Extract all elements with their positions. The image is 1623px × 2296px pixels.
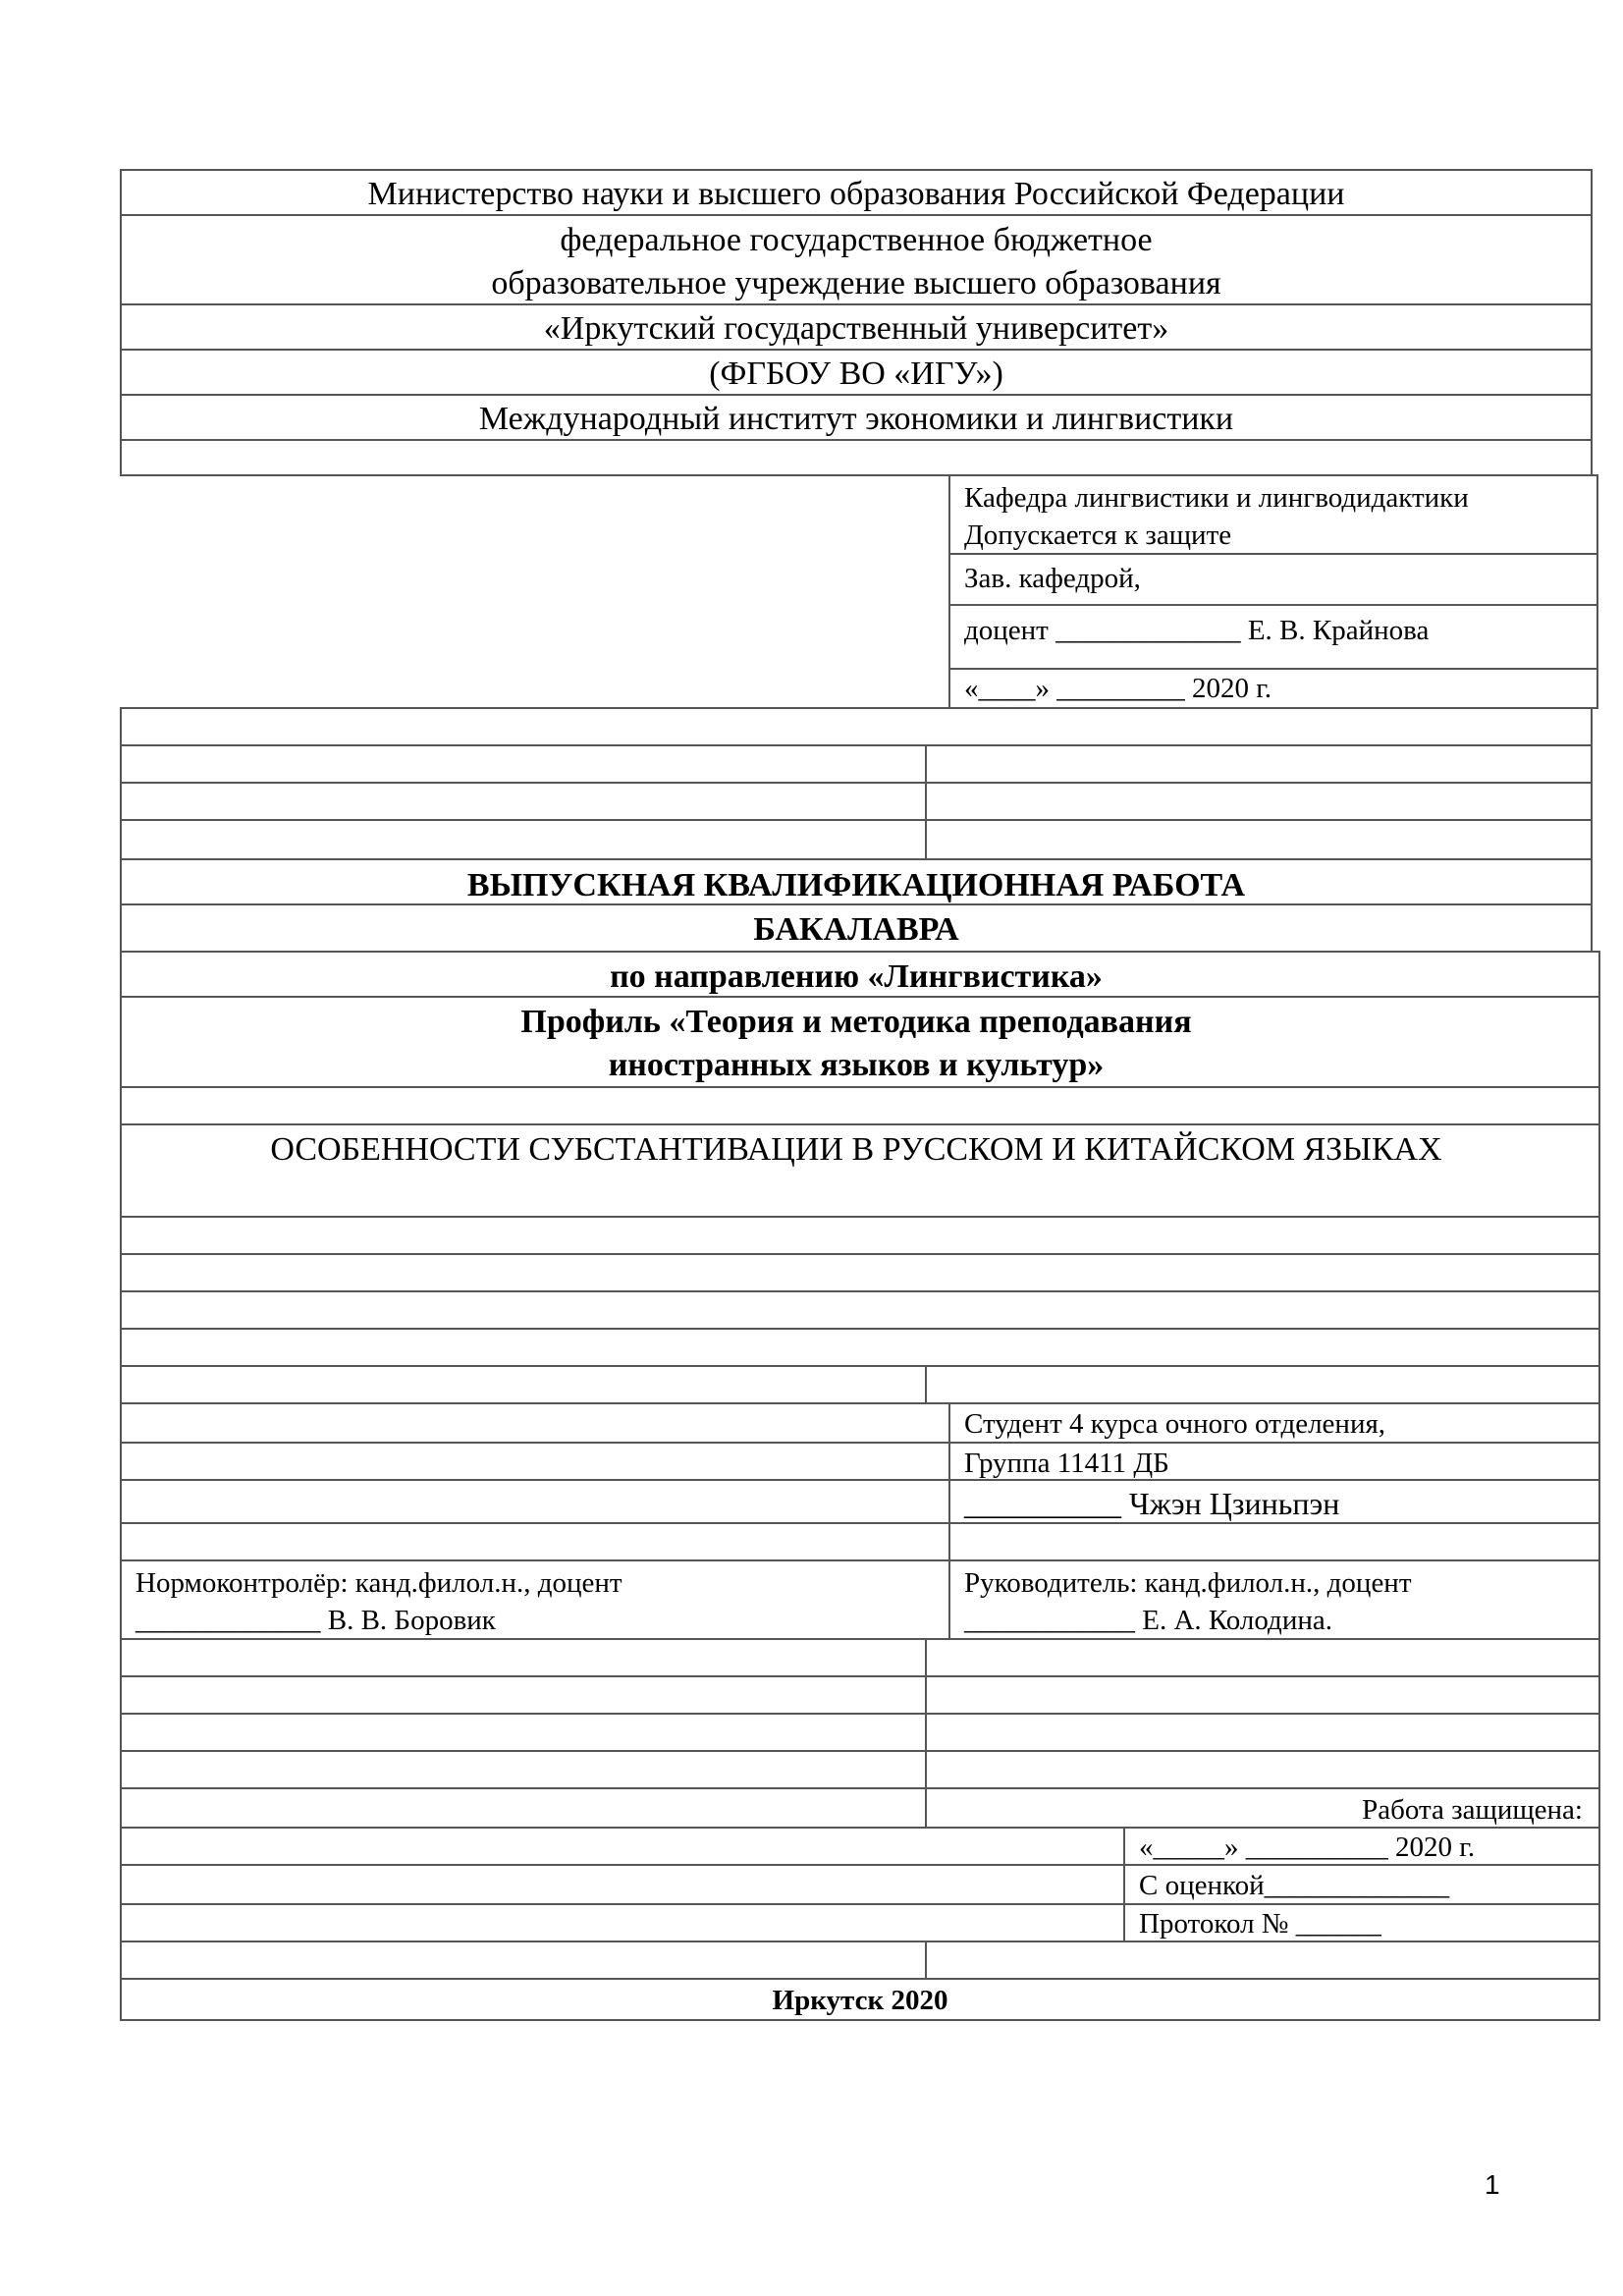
spacer-row-2: [120, 744, 1593, 784]
approval-row-department: [948, 474, 1598, 555]
supervisor-title: Руководитель: канд.филол.н., доцент: [964, 1567, 1412, 1599]
abbreviation-text: (ФГБОУ ВО «ИГУ»): [709, 355, 1003, 392]
defense-row-date: [120, 1827, 1600, 1866]
approval-row-date: [948, 668, 1598, 709]
approval-row-signature: [948, 604, 1598, 670]
defense-date-text: «_____» __________ 2020 г.: [1139, 1831, 1476, 1863]
spacer-row-5: [120, 1216, 1600, 1255]
defense-title-text: Работа защищена:: [1362, 1794, 1583, 1826]
institute-text: Международный институт экономики и лингвистики: [478, 401, 1234, 437]
university-text: «Иркутский государственный университет»: [543, 310, 1169, 347]
topic-text: ОСОБЕННОСТИ СУБСТАНТИВАЦИИ В РУССКОМ И КИТАЙСКОМ ЯЗЫКАХ: [270, 1131, 1442, 1168]
defense-row-protocol: [120, 1903, 1600, 1942]
city-year-row: [120, 1978, 1600, 2021]
student-row-signature: [120, 1479, 1600, 1524]
header-row-institute: [120, 394, 1593, 441]
page-number: 1: [1485, 2169, 1500, 2200]
profile-line2: иностранных языков и культур»: [608, 1047, 1105, 1083]
column-divider: [925, 1367, 927, 1402]
work-type-line2: БАКАЛАВРА: [753, 911, 959, 948]
column-divider: [925, 784, 927, 819]
defense-grade-text: С оценкой_____________: [1139, 1870, 1450, 1901]
column-divider: [925, 1677, 927, 1713]
defense-protocol-text: Протокол № ______: [1139, 1908, 1381, 1940]
admitted-text: Допускается к защите: [964, 519, 1232, 551]
spacer-row-15: [120, 1941, 1600, 1980]
work-type-row-1: [120, 858, 1593, 905]
profile-line1: Профиль «Теория и методика преподавания: [520, 1004, 1192, 1040]
column-divider: [925, 1752, 927, 1787]
student-row-group: [120, 1442, 1600, 1481]
spacer-row-7: [120, 1290, 1600, 1330]
institution-line1: федеральное государственное бюджетное: [560, 222, 1153, 258]
column-divider: [948, 1561, 950, 1638]
norm-control-title: Нормоконтролёр: канд.филол.н., доцент: [135, 1567, 622, 1599]
column-divider: [1123, 1905, 1125, 1941]
supervisor-signature: ____________ Е. А. Колодина.: [964, 1605, 1332, 1636]
spacer-row-9: [120, 1365, 1600, 1404]
work-type-line1: ВЫПУСКНАЯ КВАЛИФИКАЦИОННАЯ РАБОТА: [466, 867, 1246, 903]
header-row-ministry: [120, 169, 1593, 216]
topic-row: [120, 1123, 1600, 1218]
header-row-empty: [120, 439, 1593, 476]
approval-row-head: [948, 553, 1598, 606]
student-row-course: [120, 1402, 1600, 1444]
column-divider: [925, 1789, 927, 1827]
spacer-row-13: [120, 1713, 1600, 1752]
work-type-row-2: [120, 903, 1593, 953]
header-row-abbreviation: [120, 349, 1593, 396]
direction-text: по направлению «Лингвистика»: [610, 958, 1103, 995]
spacer-row-14: [120, 1750, 1600, 1789]
norm-control-signature: _____________ В. В. Боровик: [135, 1605, 496, 1636]
column-divider: [925, 1715, 927, 1750]
city-year-text: Иркутск 2020: [772, 1985, 948, 2016]
column-divider: [1123, 1829, 1125, 1864]
head-title-text: Зав. кафедрой,: [964, 563, 1141, 594]
student-signature-text: __________ Чжэн Цзиньпэн: [964, 1486, 1340, 1521]
column-divider: [948, 1404, 950, 1442]
spacer-row-11: [120, 1638, 1600, 1677]
spacer-row-3: [120, 782, 1593, 821]
profile-row: [120, 996, 1600, 1088]
defense-row-grade: [120, 1864, 1600, 1905]
column-divider: [1123, 1866, 1125, 1903]
spacer-row-12: [120, 1675, 1600, 1715]
column-divider: [948, 1524, 950, 1559]
column-divider: [925, 1942, 927, 1978]
approval-date-text: «____» _________ 2020 г.: [964, 673, 1272, 704]
header-row-institution: [120, 214, 1593, 305]
department-text: Кафедра лингвистики и лингводидактики: [964, 482, 1469, 514]
head-signature-text: доцент _____________ Е. В. Крайнова: [964, 615, 1430, 646]
student-group-text: Группа 11411 ДБ: [964, 1448, 1169, 1479]
spacer-row-1: [120, 707, 1593, 746]
institution-line2: образовательное учреждение высшего образования: [491, 265, 1221, 301]
column-divider: [925, 746, 927, 782]
direction-row: [120, 951, 1600, 998]
student-course-text: Студент 4 курса очного отделения,: [964, 1408, 1386, 1440]
spacer-row-10: [120, 1522, 1600, 1561]
spacer-row-6: [120, 1253, 1600, 1292]
defense-row-title: [120, 1787, 1600, 1829]
profile-spacer-row: [120, 1086, 1600, 1125]
spacer-row-4: [120, 819, 1593, 860]
column-divider: [948, 1481, 950, 1522]
column-divider: [948, 1444, 950, 1479]
signatures-row: [120, 1559, 1600, 1640]
ministry-text: Министерство науки и высшего образования Российской Федерации: [367, 176, 1345, 212]
spacer-row-8: [120, 1328, 1600, 1367]
column-divider: [925, 1640, 927, 1675]
header-row-university: [120, 303, 1593, 351]
column-divider: [925, 821, 927, 858]
